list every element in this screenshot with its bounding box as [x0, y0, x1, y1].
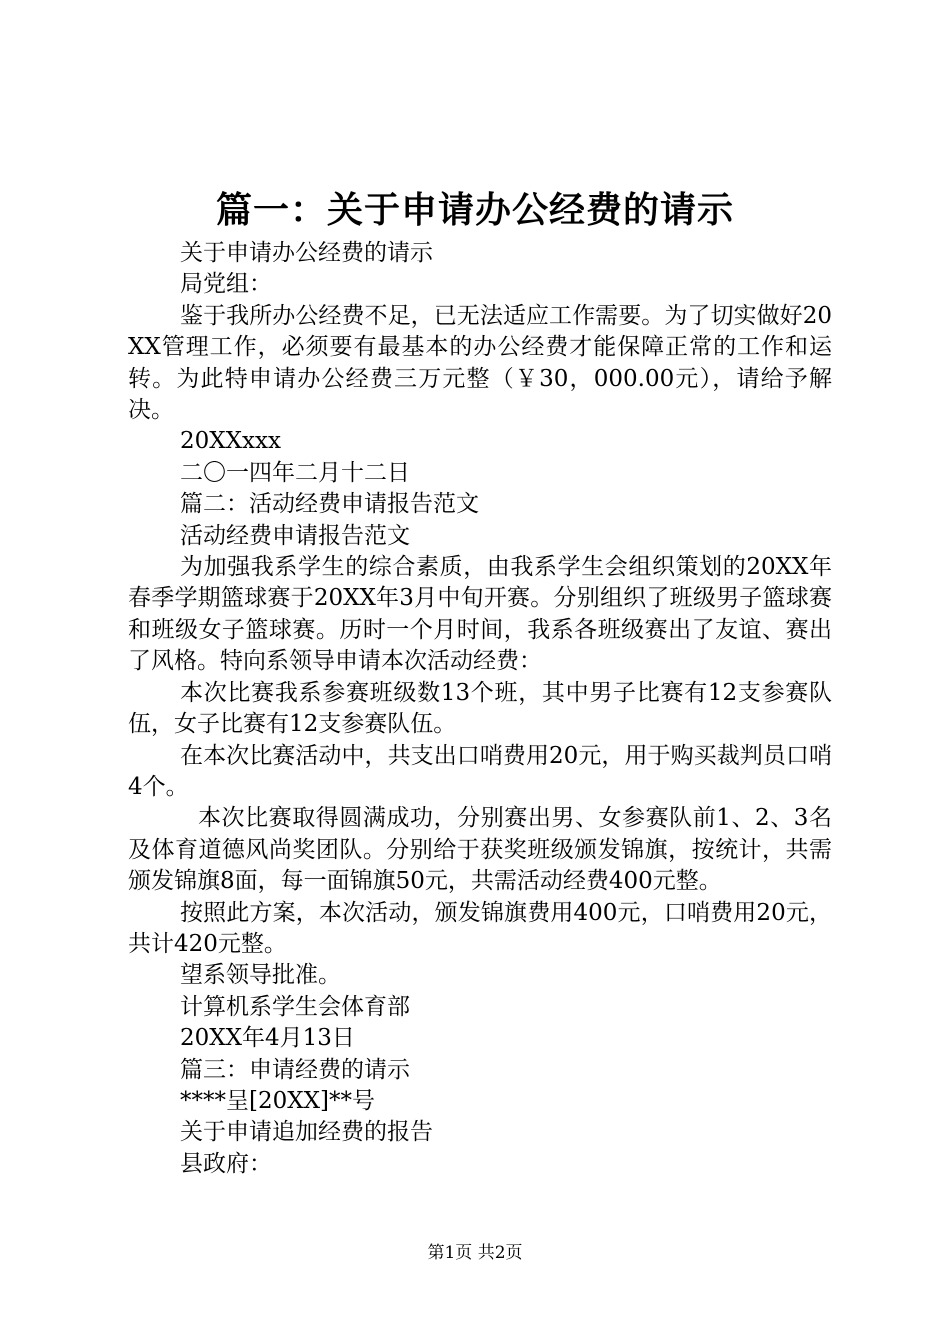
paragraph-date: 二〇一四年二月十二日	[180, 459, 410, 486]
paragraph-banner-cost: 本次比赛取得圆满成功，分别赛出男、女参赛队前1、2、3名及体育道德风尚奖团队。分别给于获奖班级颁发锦旗，按统计，共需颁发锦旗8面，每一面锦旗50元，共需活动经费400元整。	[128, 805, 832, 895]
paragraph-teams: 本次比赛我系参赛班级数13个班，其中男子比赛有12支参赛队伍，女子比赛有12支参赛队伍。	[128, 679, 832, 738]
paragraph-total: 按照此方案，本次活动，颁发锦旗费用400元，口哨费用20元，共计420元整。	[128, 899, 832, 957]
paragraph-report-subject: 关于申请追加经费的报告	[180, 1119, 433, 1146]
paragraph-addressee: 局党组：	[180, 271, 272, 298]
paragraph-report-intro: 为加强我系学生的综合素质，由我系学生会组织策划的20XX年春季学期篮球赛于20XX年3月中旬开赛。分别组织了班级男子篮球赛和班级女子篮球赛。历时一个月时间，我系各班级赛出了友谊、赛出了风格。特向系领导申请本次活动经费：	[128, 554, 832, 675]
paragraph-approval: 望系领导批准。	[180, 962, 341, 989]
section-heading-2: 篇二：活动经费申请报告范文	[180, 491, 479, 518]
paragraph-county-addressee: 县政府：	[180, 1150, 272, 1177]
paragraph-subject: 关于申请办公经费的请示	[180, 240, 433, 266]
page-footer: 第1页 共2页	[427, 1243, 523, 1263]
paragraph-doc-number: ****呈[20XX]**号	[180, 1087, 375, 1114]
paragraph-report-date: 20XX年4月13日	[180, 1025, 355, 1052]
paragraph-request-body: 鉴于我所办公经费不足，已无法适应工作需要。为了切实做好20XX管理工作，必须要有最基本的办公经费才能保障正常的工作和运转。为此特申请办公经费三万元整（￥30，000.00元），请给予解决。	[128, 302, 832, 424]
section-heading-3: 篇三：申请经费的请示	[180, 1056, 410, 1083]
document-title: 篇一：关于申请办公经费的请示	[215, 189, 734, 231]
paragraph-whistle-cost: 在本次比赛活动中，共支出口哨费用20元，用于购买裁判员口哨4个。	[128, 742, 832, 800]
document-body	[128, 238, 832, 1180]
paragraph-sender: 20XXxxx	[180, 428, 281, 455]
paragraph-report-title: 活动经费申请报告范文	[180, 522, 410, 549]
paragraph-department: 计算机系学生会体育部	[180, 993, 410, 1020]
